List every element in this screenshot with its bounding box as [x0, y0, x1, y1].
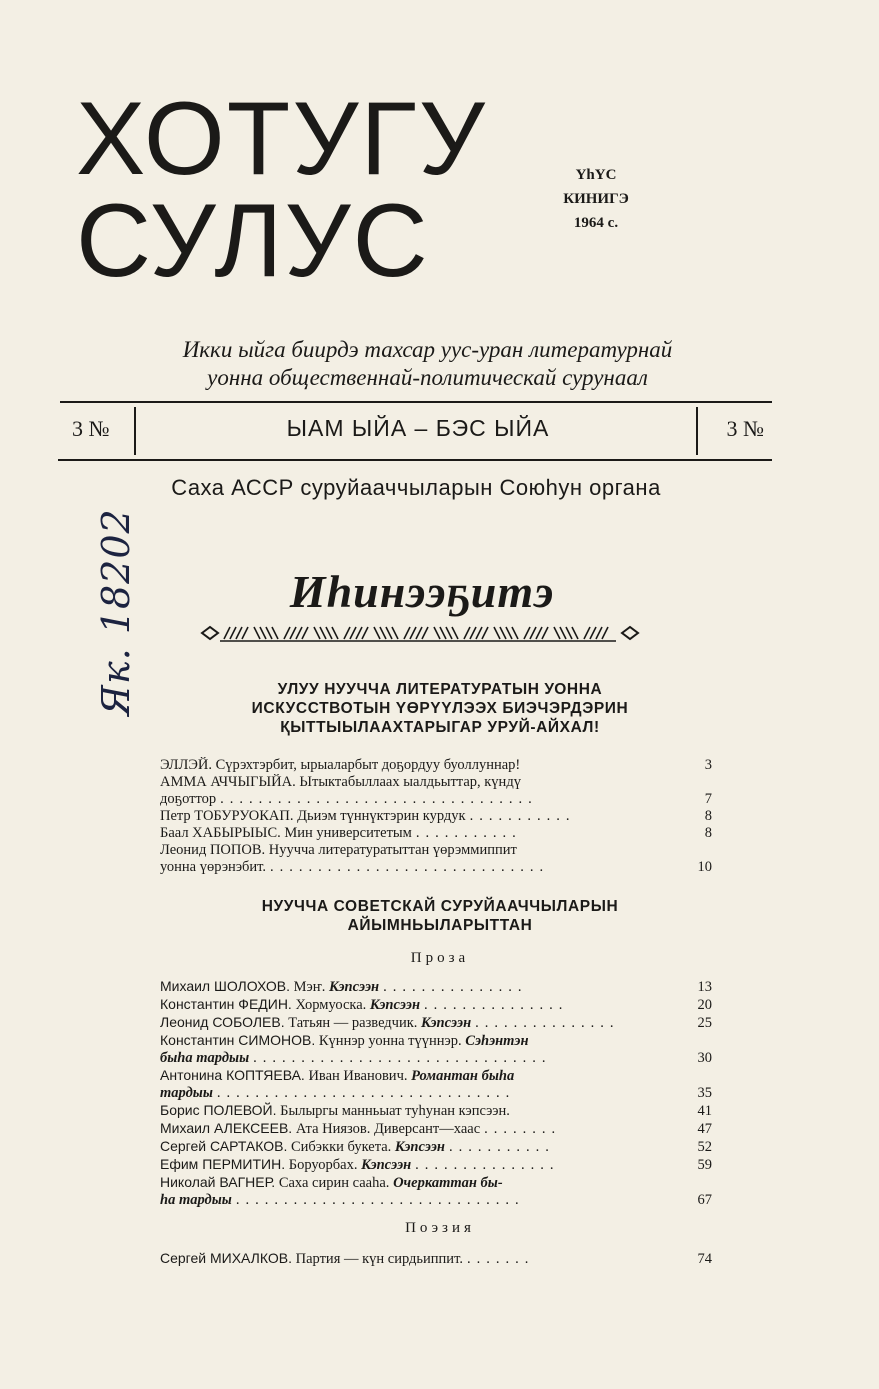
issue-info — [530, 163, 662, 235]
ornament-divider — [200, 624, 640, 642]
toc-entry-page: 35 — [697, 1085, 712, 1101]
toc-work: Татьян — разведчик. — [288, 1015, 418, 1031]
toc-entry-page: 30 — [697, 1050, 712, 1066]
toc-entry-page: 74 — [697, 1251, 712, 1267]
section1-list — [160, 757, 712, 876]
toc-entry-text: ЭЛЛЭЙ. Сүрэхтэрбит, ырыаларбыт доҕордуу буоллуннар! — [160, 757, 521, 773]
toc-genre-cont: быһа тардыы — [160, 1050, 250, 1066]
toc-genre: Кэпсээн — [329, 979, 380, 995]
toc-author: Николай ВАГНЕР. — [160, 1174, 276, 1190]
toc-entry: Леонид СОБОЛЕВ. Татьян — разведчик. Кэпсээн ............... 25 — [160, 1014, 712, 1031]
toc-entry-page: 20 — [697, 997, 712, 1013]
poetry-list — [160, 1250, 712, 1268]
toc-work: Хормуоска. — [295, 997, 367, 1013]
toc-author: Михаил АЛЕКСЕЕВ. — [160, 1120, 293, 1136]
toc-genre: Очеркаттан бы- — [393, 1175, 503, 1191]
subtitle — [60, 336, 795, 392]
toc-genre: Романтан быһа — [411, 1068, 515, 1084]
toc-entry-page: 10 — [697, 859, 712, 875]
toc-entry: Леонид ПОПОВ. Нуучча литературатыттан үөрэммиппит уонна үөрэнэбит. ............................. 10 — [160, 842, 712, 875]
toc-entry: Константин СИМОНОВ. Күннэр уонна түүннэр. Сэһэнтэн быһа тардыы ............................... 30 — [160, 1032, 712, 1066]
toc-entry: Сергей МИХАЛКОВ. Партия — күн сирдьиппит. ....... 74 — [160, 1250, 712, 1267]
toc-entry: АММА АЧЧЫГЫЙА. Ытыктабыллаах ыалдьыттар, күндү доҕоттор ................................. 7 — [160, 774, 712, 807]
toc-entry: Михаил АЛЕКСЕЕВ. Ата Ниязов. Диверсант—хаас ........ 47 — [160, 1120, 712, 1137]
toc-entry-text: Баал ХАБЫРЫЫС. Мин университетым — [160, 825, 412, 841]
toc-entry-page: 52 — [697, 1139, 712, 1155]
toc-genre: Кэпсээн — [369, 997, 420, 1013]
toc-entry-text: АММА АЧЧЫГЫЙА. Ытыктабыллаах ыалдьыттар, күндү — [160, 774, 521, 790]
prose-list — [160, 978, 712, 1209]
section2-heading — [160, 897, 720, 935]
toc-entry — [160, 757, 712, 774]
masthead-title — [76, 81, 487, 299]
toc-work: Мэҥ. — [293, 979, 326, 995]
toc-entry-page: 67 — [697, 1192, 712, 1208]
toc-author: Константин ФЕДИН. — [160, 996, 292, 1012]
bottom-rule — [58, 459, 772, 461]
toc-entry-page: 13 — [697, 979, 712, 995]
toc-author: Ефим ПЕРМИТИН. — [160, 1156, 286, 1172]
organ-line: Саха АССР суруйааччыларын Союһун органа — [171, 475, 661, 500]
toc-genre: Кэпсээн — [394, 1139, 445, 1155]
toc-genre: Сэһэнтэн — [465, 1033, 529, 1049]
toc-genre: Кэпсээн — [421, 1015, 472, 1031]
masthead-line-2: СУЛУС — [76, 183, 430, 299]
toc-entry: Антонина КОПТЯЕВА. Иван Иванович. Романтан быһа тардыы ............................... 35 — [160, 1067, 712, 1101]
issue-year: 1964 с. — [573, 215, 619, 231]
divider-left — [134, 407, 136, 455]
issue-months: ЫАМ ЫЙА – БЭС ЫЙА — [286, 415, 550, 441]
toc-entry-page: 3 — [704, 757, 712, 773]
issue-book-label: КИНИГЭ — [563, 191, 629, 207]
toc-author: Сергей САРТАКОВ. — [160, 1138, 288, 1154]
toc-genre-cont: һа тардыы — [160, 1192, 232, 1208]
toc-entry-text: Петр ТОБУРУОКАП. Дьиэм түннүктэрин курдук — [160, 808, 466, 824]
toc-entry-page: 7 — [704, 791, 712, 807]
toc-entry-page: 8 — [704, 825, 712, 841]
library-stamp: Як. 18202 — [94, 508, 138, 716]
toc-entry-page: 41 — [697, 1103, 712, 1119]
section2-heading-line: АЙЫМНЬЫЛАРЫТТАН — [347, 917, 533, 934]
section1-heading-line: УЛУУ НУУЧЧА ЛИТЕРАТУРАТЫН УОННА — [277, 681, 603, 698]
toc-work: Саха сирин сааһа. — [278, 1175, 390, 1191]
issue-bar — [60, 403, 772, 460]
section1-heading-line: ҚЫТТЫЫЛААХТАРЫГАР УРУЙ-АЙХАЛ! — [280, 719, 600, 736]
toc-entry: Сергей САРТАКОВ. Сибэкки букета. Кэпсээн ........... 52 — [160, 1138, 712, 1155]
poetry-label: Поэзия — [405, 1220, 475, 1236]
toc-entry-page: 59 — [697, 1157, 712, 1173]
masthead-line-1: ХОТУГУ — [76, 81, 487, 197]
toc-genre-cont: тардыы — [160, 1085, 213, 1101]
toc-author: Михаил ШОЛОХОВ. — [160, 978, 290, 994]
toc-entry: Баал ХАБЫРЫЫС. Мин университетым ........... 8 — [160, 825, 712, 841]
subtitle-line-2: уонна общественнай-политическай сурунаал — [207, 365, 648, 390]
toc-work: Ата Ниязов. Диверсант—хаас — [295, 1121, 481, 1137]
toc-genre: Кэпсээн — [361, 1157, 412, 1173]
toc-title: Иһинээҕитэ — [289, 566, 555, 617]
subtitle-line-1: Икки ыйга биирдэ тахсар уус-уран литературнай — [182, 337, 673, 362]
toc-entry: Михаил ШОЛОХОВ. Мэҥ. Кэпсээн ............... 13 — [160, 978, 712, 995]
toc-entry — [160, 1102, 712, 1120]
toc-entry-text-cont: уонна үөрэнэбит. — [160, 859, 267, 875]
toc-entry-text-cont: доҕоттор — [160, 791, 217, 807]
prose-label: Проза — [410, 950, 470, 966]
toc-entry: Петр ТОБУРУОКАП. Дьиэм түннүктэрин курдук ........... 8 — [160, 808, 712, 824]
divider-right — [696, 407, 698, 455]
toc-entry: Ефим ПЕРМИТИН. Боруорбах. Кэпсээн ............... 59 — [160, 1156, 712, 1173]
issue-year-label: YhYC — [575, 167, 617, 183]
issue-number-left: 3 № — [72, 416, 110, 441]
toc-author: Сергей МИХАЛКОВ. — [160, 1250, 292, 1266]
section2-heading-line: НУУЧЧА СОВЕТСКАЙ СУРУЙААЧЧЫЛАРЫН — [261, 898, 619, 915]
section1-heading-line: ИСКУССТВОТЫН YӨРYYЛЭЭХ БИЭЧЭРДЭРИН — [251, 700, 629, 717]
toc-entry-page: 47 — [697, 1121, 712, 1137]
issue-number-right: 3 № — [726, 416, 764, 441]
toc-work: Партия — күн сирдьиппит. — [295, 1251, 463, 1267]
toc-entry-text: Леонид ПОПОВ. Нуучча литературатыттан үөрэммиппит — [160, 842, 517, 858]
toc-work: Боруорбах. — [288, 1157, 358, 1173]
toc-entry-page: 25 — [697, 1015, 712, 1031]
toc-entry: Николай ВАГНЕР. Саха сирин сааһа. Очеркаттан бы- һа тардыы .............................. 67 — [160, 1174, 712, 1208]
toc-work: Күннэр уонна түүннэр. — [318, 1033, 462, 1049]
toc-work: Былыргы манньыат туһунан кэпсээн. — [280, 1103, 510, 1119]
toc-author: Леонид СОБОЛЕВ. — [160, 1014, 285, 1030]
toc-entry-page: 8 — [704, 808, 712, 824]
toc-author: Борис ПОЛЕВОЙ. — [160, 1102, 277, 1118]
section1-heading — [160, 680, 720, 737]
toc-author: Константин СИМОНОВ. — [160, 1032, 316, 1048]
toc-author: Антонина КОПТЯЕВА. — [160, 1067, 305, 1083]
toc-work: Сибэкки букета. — [291, 1139, 392, 1155]
toc-entry: Константин ФЕДИН. Хормуоска. Кэпсээн ............... 20 — [160, 996, 712, 1013]
toc-work: Иван Иванович. — [308, 1068, 408, 1084]
